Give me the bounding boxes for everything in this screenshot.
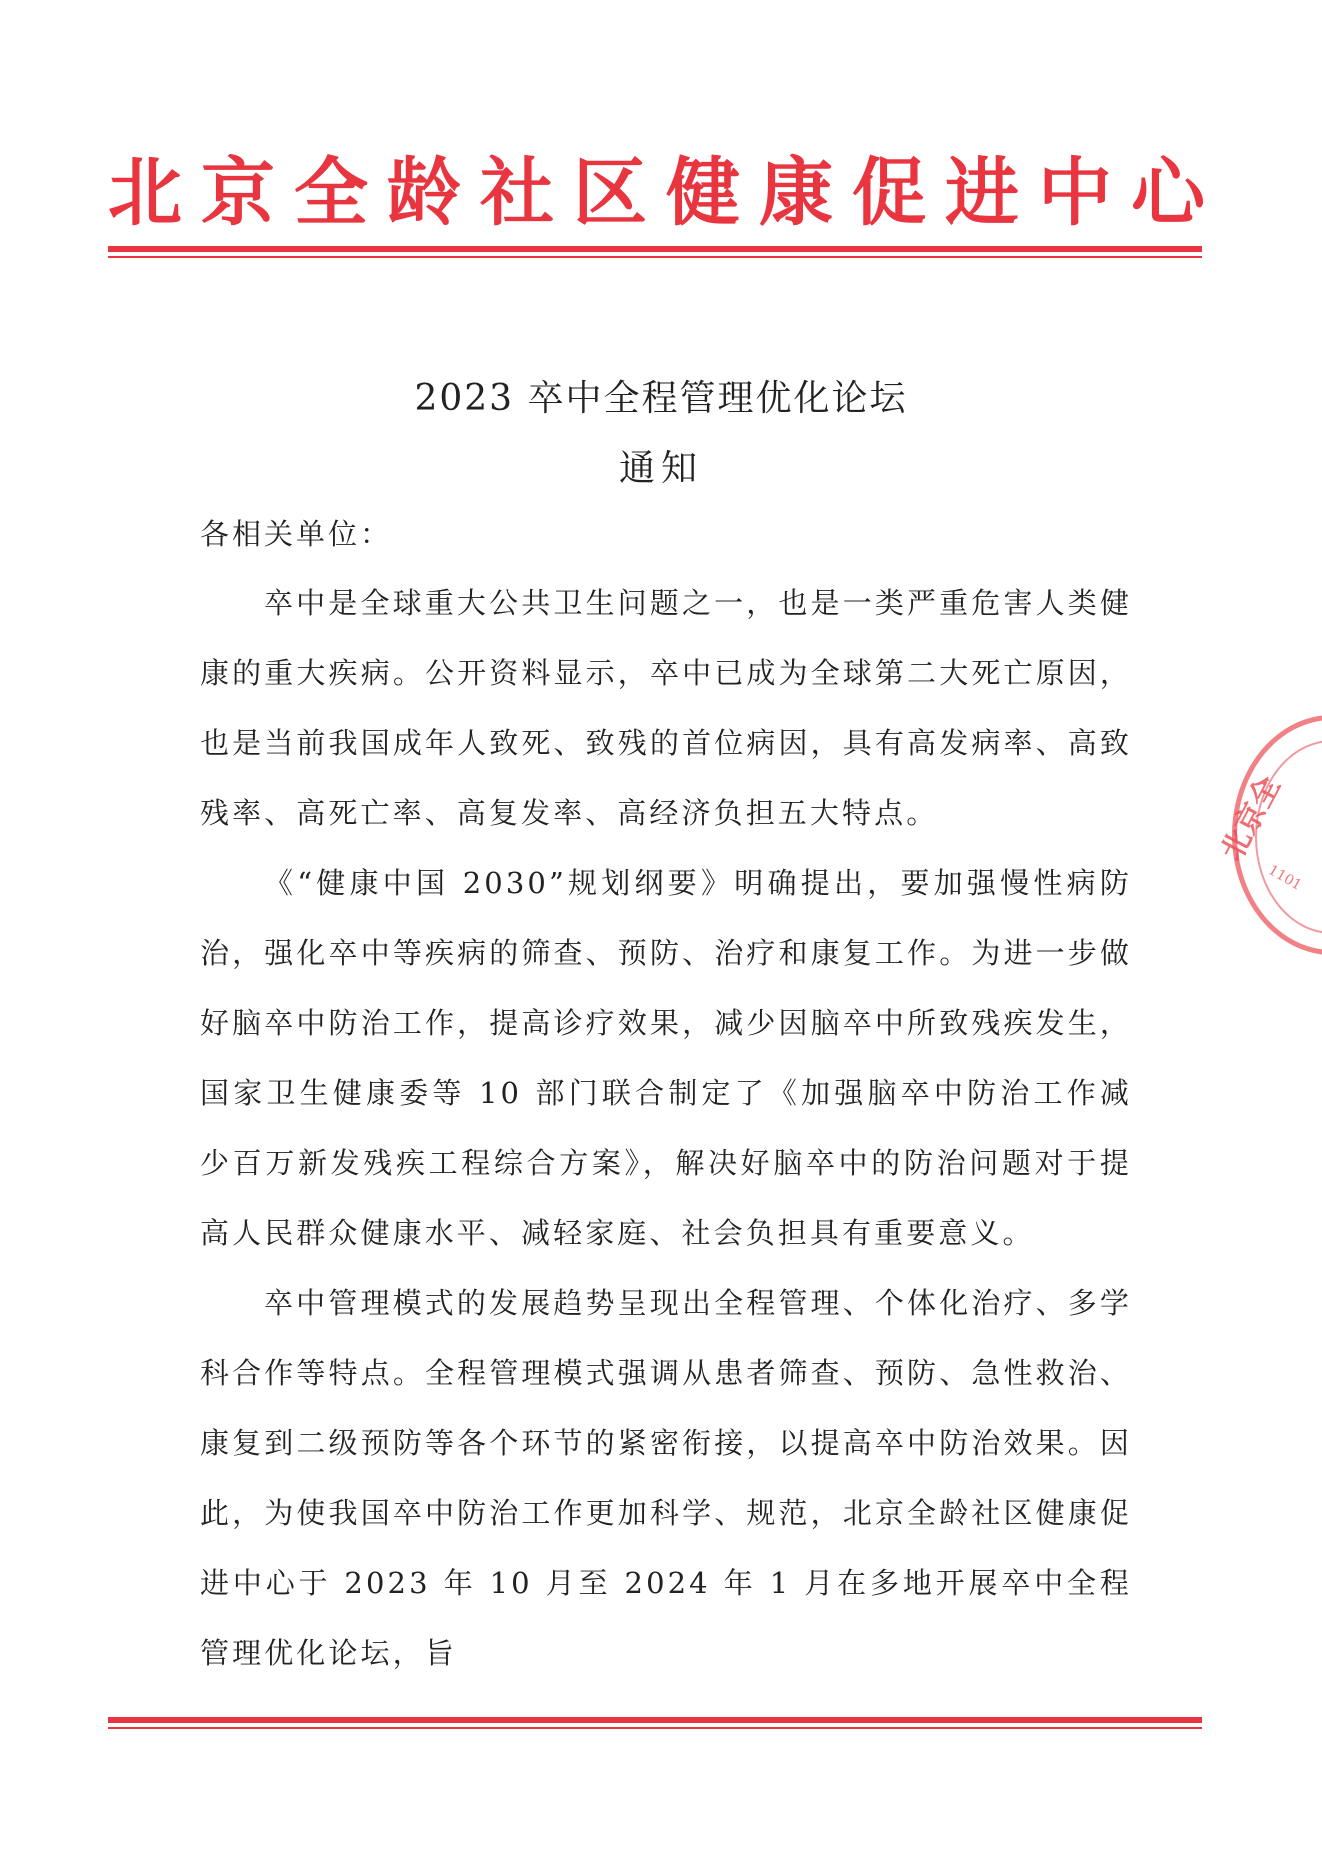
paragraph-1: 卒中是全球重大公共卫生问题之一，也是一类严重危害人类健康的重大疾病。公开资料显示，卒中已成为全球第二大死亡原因，也是当前我国成年人致死、致残的首位病因，具有高发病率、高致残率、高死亡率、高复发率、高经济负担五大特点。 — [200, 586, 1132, 830]
rule-thick-line — [108, 246, 1202, 252]
letterhead-top-rule — [108, 246, 1202, 258]
notice-subtitle: 通知 — [618, 448, 703, 489]
seal-number: 1101 — [1265, 862, 1305, 894]
addressee: 各相关单位： — [200, 517, 393, 551]
official-seal — [1214, 715, 1322, 955]
footer-rule — [108, 1717, 1202, 1729]
rule-thick-line — [108, 1717, 1202, 1723]
rule-thin-line — [108, 256, 1202, 258]
paragraph-2: 《“健康中国 2030”规划纲要》明确提出，要加强慢性病防治，强化卒中等疾病的筛查、预防、治疗和康复工作。为进一步做好脑卒中防治工作，提高诊疗效果，减少因脑卒中所致残疾发生，国家卫生健康委等 10 部门联合制定了《加强脑卒中防治工作减少百万新发残疾工程综合方案》，解决好脑卒中的防治问题对于提高人民群众健康水平、减轻家庭、社会负担具有重要意义。 — [200, 866, 1132, 1250]
paragraph-3: 卒中管理模式的发展趋势呈现出全程管理、个体化治疗、多学科合作等特点。全程管理模式强调从患者筛查、预防、急性救治、康复到二级预防等各个环节的紧密衔接，以提高卒中防治效果。因此，为使我国卒中防治工作更加科学、规范，北京全龄社区健康促进中心于 2023 年 10 月至 2024 年 1 月在多地开展卒中全程管理优化论坛，旨 — [200, 1286, 1132, 1670]
seal-inner-ring — [1255, 740, 1322, 934]
seal-text: 北京全 — [1214, 770, 1288, 867]
letterhead-title: 北京全龄社区健康促进中心 — [108, 150, 1224, 236]
rule-thin-line — [108, 1727, 1202, 1729]
notice-title: 2023 卒中全程管理优化论坛 — [414, 378, 908, 419]
